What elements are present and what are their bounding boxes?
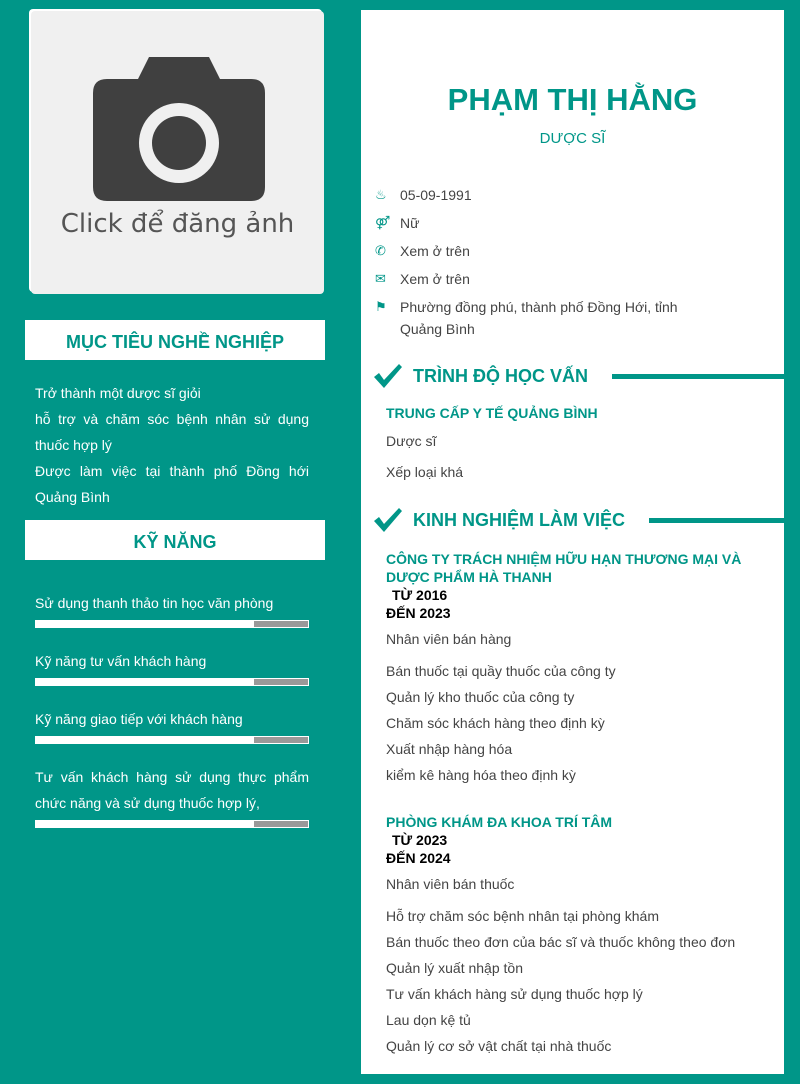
objective-line: Được làm việc tại thành phố Đồng hới Quảng Bình: [35, 463, 309, 505]
date-from: TỪ 2023: [392, 832, 448, 848]
skill-bar-fill: [36, 821, 254, 827]
email: Xem ở trên: [400, 271, 470, 287]
task: Bán thuốc theo đơn của bác sĩ và thuốc không theo đơn: [386, 934, 736, 950]
skill-bar: [35, 736, 309, 744]
contact-info: [375, 184, 695, 346]
address: Phường đồng phú, thành phố Đồng Hới, tỉnh Quảng Bình: [400, 299, 678, 337]
skill-bar: [35, 678, 309, 686]
skill-name: Sử dụng thanh thảo tin học văn phòng: [35, 595, 274, 611]
task: Bán thuốc tại quầy thuốc của công ty: [386, 663, 616, 679]
birthday: 05-09-1991: [400, 187, 472, 203]
photo-upload-label: Click để đăng ảnh: [60, 209, 295, 239]
task: Chăm sóc khách hàng theo định kỳ: [386, 715, 605, 731]
date-to: ĐẾN 2024: [386, 850, 451, 866]
position: Nhân viên bán hàng: [386, 631, 512, 647]
skill-bar-fill: [36, 737, 254, 743]
signpost-icon: ⚑: [375, 299, 387, 314]
skill-bar: [35, 820, 309, 828]
school-name: TRUNG CẤP Y TẾ QUẢNG BÌNH: [386, 405, 598, 421]
task: Xuất nhập hàng hóa: [386, 741, 513, 757]
phone-icon: ✆: [375, 243, 386, 258]
skills-heading: KỸ NĂNG: [25, 520, 325, 560]
skill-item: [35, 706, 309, 744]
company-name: CÔNG TY TRÁCH NHIỆM HỮU HẠN THƯƠNG MẠI VÀ DƯỢC PHẨM HÀ THANH: [386, 551, 742, 585]
task: Lau dọn kệ tủ: [386, 1012, 471, 1028]
experience-heading: [373, 505, 784, 535]
skill-item: [35, 590, 309, 628]
task: kiểm kê hàng hóa theo định kỳ: [386, 767, 576, 783]
job-entry: [386, 550, 776, 788]
objective-line: hỗ trợ và chăm sóc bệnh nhân sử dụng thuốc hợp lý: [35, 411, 309, 453]
skill-bar-fill: [36, 679, 254, 685]
camera-icon: [93, 57, 265, 201]
objective-heading: MỤC TIÊU NGHỀ NGHIỆP: [25, 320, 325, 360]
education-heading: [373, 361, 784, 391]
date-from: TỪ 2016: [392, 587, 448, 603]
section-title: KINH NGHIỆM LÀM VIỆC: [413, 509, 626, 530]
skill-item: [35, 648, 309, 686]
skill-name: Kỹ năng giao tiếp với khách hàng: [35, 711, 243, 727]
skill-bar: [35, 620, 309, 628]
section-title: TRÌNH ĐỘ HỌC VẤN: [413, 365, 588, 386]
task: Hỗ trợ chăm sóc bệnh nhân tại phòng khám: [386, 908, 660, 924]
birthday-cake-icon: ♨: [375, 187, 387, 202]
skill-name: Kỹ năng tư vấn khách hàng: [35, 653, 207, 669]
section-divider: [649, 518, 784, 523]
checkmark-icon: [373, 363, 403, 389]
position: Nhân viên bán thuốc: [386, 876, 515, 892]
checkmark-icon: [373, 507, 403, 533]
skills-list: [35, 590, 309, 848]
main-panel: [361, 10, 784, 1074]
skill-bar-fill: [36, 621, 254, 627]
grade: Xếp loại khá: [386, 464, 464, 480]
full-name: PHẠM THỊ HẰNG: [447, 82, 698, 117]
skill-name: Tư vấn khách hàng sử dụng thực phẩm chức năng và sử dụng thuốc hợp lý,: [35, 769, 309, 811]
objective-text: [35, 380, 309, 510]
skill-item: [35, 764, 309, 828]
date-to: ĐẾN 2023: [386, 605, 451, 621]
company-name: PHÒNG KHÁM ĐA KHOA TRÍ TÂM: [386, 814, 613, 830]
job-title: DƯỢC SĨ: [539, 130, 606, 147]
major: Dược sĩ: [386, 433, 437, 449]
email-icon: ✉: [375, 271, 386, 286]
objective-line: Trở thành một dược sĩ giỏi: [35, 385, 201, 401]
task: Tư vấn khách hàng sử dụng thuốc hợp lý: [386, 986, 643, 1002]
education-entry: [386, 404, 776, 485]
job-entry: [386, 813, 776, 1059]
task: Quản lý xuất nhập tồn: [386, 960, 523, 976]
gender: Nữ: [400, 215, 420, 231]
task: Quản lý cơ sở vật chất tại nhà thuốc: [386, 1038, 612, 1054]
task: Quản lý kho thuốc của công ty: [386, 689, 575, 705]
photo-upload[interactable]: [31, 11, 324, 294]
phone: Xem ở trên: [400, 243, 470, 259]
gender-icon: ⚤: [375, 215, 391, 230]
section-divider: [612, 374, 784, 379]
